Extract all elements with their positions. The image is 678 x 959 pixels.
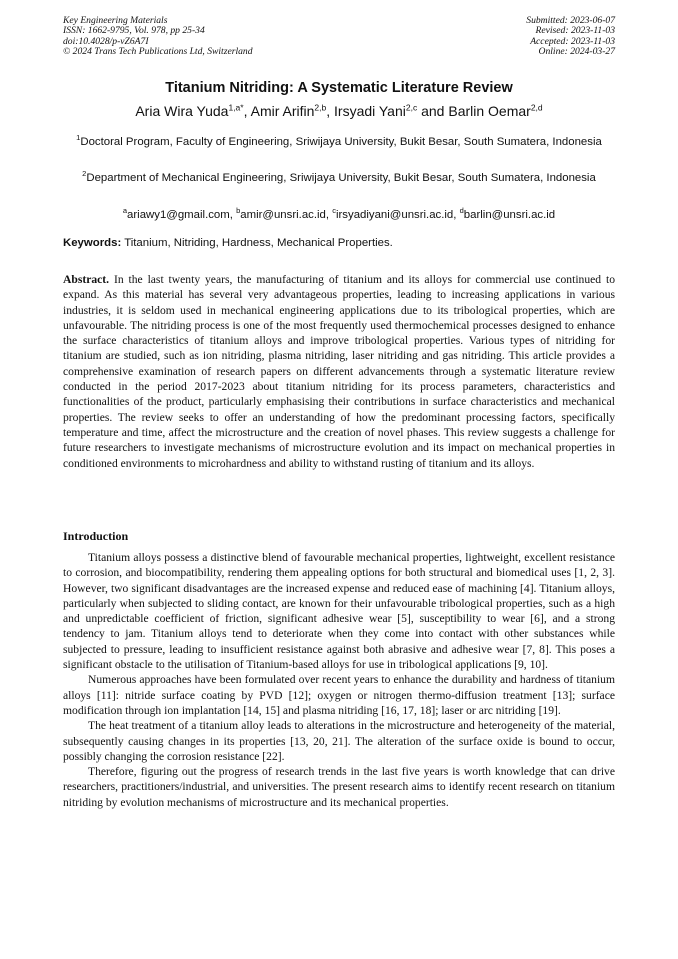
accepted-date: Accepted: 2023-11-03 bbox=[530, 35, 615, 47]
abstract-text: In the last twenty years, the manufacturing of titanium and its alloys for commercial use continued to expand. As this material has several very advantageous properties, leading to increasing applications in various industries, it is seldom used in mechanical engineering applications due to its tribological properties, which are unfavourable. The nitriding process is one of the most frequently used thermochemical processes designed to enhance the surface characteristics of titanium alloys and improve tribological properties. Various types of nitriding for titanium are studied, such as ion nitriding, plasma nitriding, laser nitriding and gas nitriding. This article provides a comprehensive examination of research papers on different advancements through a systematic literature review conducted in the period 2017-2023 about titanium nitriding for its process parameters, characteristics and functionalities of the product, particularly emphasising their contributions in surface characteristics and mechanical properties. The review seeks to offer an understanding of how the predominant processing factors, specifically temperature and time, affect the microstructure and the creation of novel phases. This review suggests a challenge for future researchers to investigate mechanisms of microstructure evolution and its impact on mechanical properties in conditioned environments to microhardness and ability to withstand rusting of titanium and its alloys. bbox=[63, 273, 615, 470]
paragraph: Titanium alloys possess a distinctive blend of favourable mechanical properties, lightweight, excellent resistance to corrosion, and biocompatibility, rendering them appealing options for both structural and biomedical uses [1, 2, 3]. However, two significant disadvantages are the increased expense and reduced ease of machining [4]. Titanium alloys, particularly when subjected to sliding contact, are known for their unfavourable tribological properties, such as a high and unpredictable coefficient of friction, significant adhesive wear [5], susceptibility to wear [6], and a strong tendency to jam. Titanium alloys tend to deteriorate when they come into contact with other substances while subjected to pressure, leading to insufficient resistance against both abrasive and adhesive wear [7, 8]. This poses a significant obstacle to the utilisation of Titanium-based alloys for use in tribological applications [9, 10]. bbox=[63, 551, 615, 672]
author: Amir Arifin$^{2,b}$, bbox=[250, 102, 335, 119]
affiliation-2: $^2$Department of Mechanical Engineering, Sriwijaya University, Bukit Besar, South Sumatera, Indonesia bbox=[82, 169, 596, 184]
submitted-date: Submitted: 2023-06-07 bbox=[526, 15, 615, 26]
doi: doi:10.4028/p-vZ6A7I bbox=[63, 35, 149, 47]
journal-name: Key Engineering Materials bbox=[63, 15, 168, 26]
abstract-label: Abstract. bbox=[63, 273, 110, 286]
email: $^c$irsyadiyani@unsri.ac.id, bbox=[332, 206, 460, 221]
keywords-text: Titanium, Nitriding, Hardness, Mechanical Properties. bbox=[124, 237, 393, 249]
email: $^b$amir@unsri.ac.id, bbox=[236, 206, 333, 221]
author: Irsyadi Yani$^{2,c}$ and bbox=[334, 102, 449, 119]
paper-title: Titanium Nitriding: A Systematic Literature Review bbox=[165, 80, 513, 96]
copyright: © 2024 Trans Tech Publications Ltd, Switzerland bbox=[63, 46, 253, 58]
introduction-body bbox=[63, 550, 615, 810]
paragraph: The heat treatment of a titanium alloy leads to alterations in the microstructure and heterogeneity of the material, subsequently causing changes in its properties [13, 20, 21]. The alteration of the surface oxide is bound to occur, possibly changing the corrosion resistance [22]. bbox=[63, 719, 615, 763]
issn: ISSN: 1662-9795, Vol. 978, pp 25-34 bbox=[63, 25, 205, 37]
introduction-heading: Introduction bbox=[63, 529, 129, 543]
paragraph: Therefore, figuring out the progress of research trends in the last five years is worth knowledge that can drive researchers, practitioners/industrial, and universities. The present research aims to identify recent research on titanium nitriding by evolution mechanisms of microstructure and its mechanical properties. bbox=[63, 765, 615, 809]
paragraph: Numerous approaches have been formulated over recent years to enhance the durability and hardness of titanium alloys [11]: nitride surface coating by PVD [12]; oxygen or nitrogen thermo-diffusion treatment [13]; surface modification through ion implantation [14, 15] and plasma nitriding [16, 17, 18]; laser or arc nitriding [19]. bbox=[63, 673, 615, 717]
author-list bbox=[30, 102, 648, 119]
header-right bbox=[526, 16, 615, 58]
abstract bbox=[63, 272, 615, 471]
author: Aria Wira Yuda$^{1,a*}$, bbox=[135, 102, 251, 119]
keywords-label: Keywords: bbox=[63, 237, 122, 249]
author: Barlin Oemar$^{2,d}$ bbox=[448, 102, 543, 119]
header-left bbox=[63, 16, 253, 58]
email: $^a$ariawy1@gmail.com, bbox=[122, 206, 237, 221]
online-date: Online: 2024-03-27 bbox=[538, 46, 615, 58]
keywords bbox=[63, 237, 615, 249]
email-list bbox=[70, 203, 608, 223]
affiliation-1: $^1$Doctoral Program, Faculty of Engineering, Sriwijaya University, Bukit Besar, South Sumatera, Indonesia bbox=[76, 133, 602, 148]
email: $^d$barlin@unsri.ac.id bbox=[459, 206, 556, 221]
revised-date: Revised: 2023-11-03 bbox=[535, 25, 615, 37]
